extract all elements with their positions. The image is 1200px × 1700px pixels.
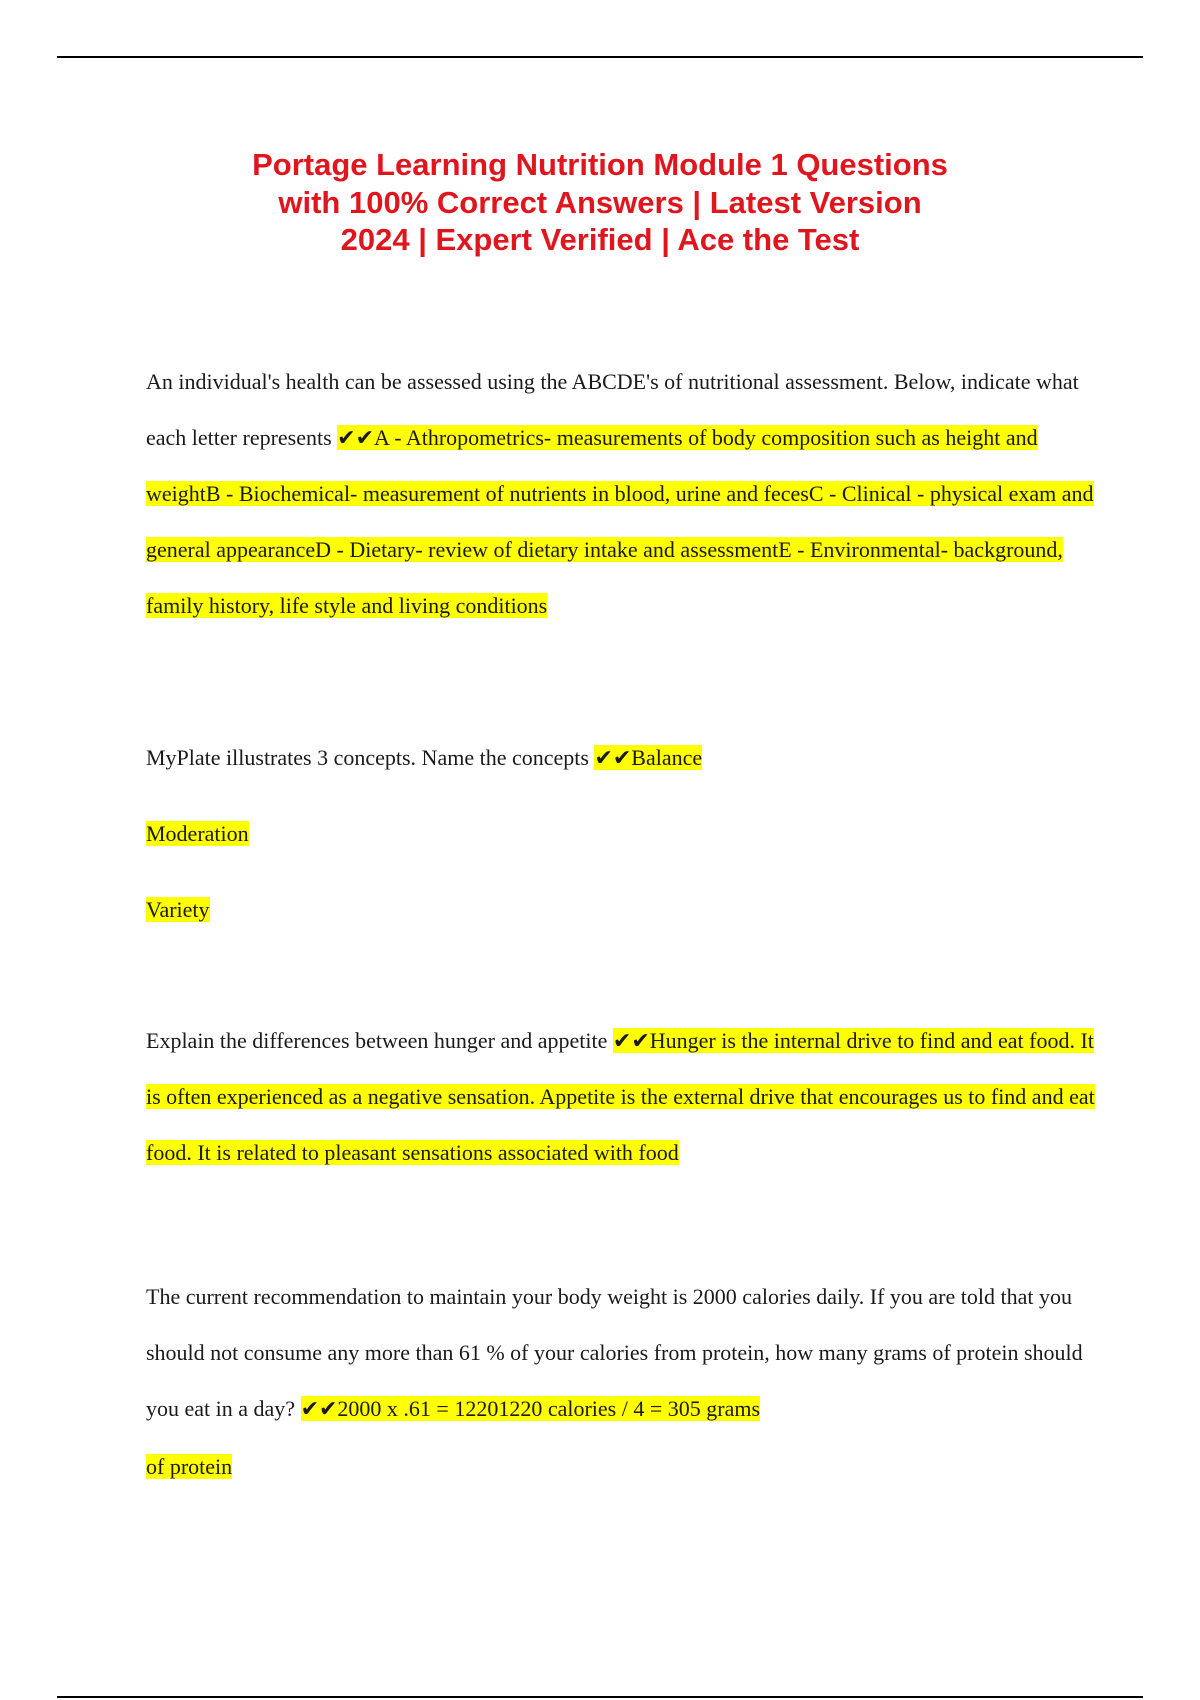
qa-block-abcde bbox=[146, 354, 1098, 634]
answer-highlight: Moderation bbox=[146, 821, 249, 846]
top-rule bbox=[57, 56, 1143, 58]
bottom-rule bbox=[57, 1696, 1143, 1698]
question-text: The current recommendation to maintain your body weight is 2000 calories daily. If you are told that you should not consume any more than 61 % of your calories from protein, how many grams of protein should you eat in a day? bbox=[146, 1284, 1083, 1421]
title-line-3: 2024 | Expert Verified | Ace the Test bbox=[340, 222, 860, 257]
document-title bbox=[150, 146, 1050, 259]
answer-highlight: of protein bbox=[146, 1454, 233, 1479]
title-line-2: with 100% Correct Answers | Latest Version bbox=[278, 184, 922, 220]
qa-block-hunger-appetite bbox=[146, 1013, 1098, 1181]
question-text: An individual's health can be assessed using the ABCDE's of nutritional assessment. Below, indicate what each letter represents bbox=[146, 369, 1079, 450]
question-text: MyPlate illustrates 3 concepts. Name the concepts bbox=[146, 745, 589, 770]
qa-block-myplate bbox=[146, 720, 1098, 948]
answer-line bbox=[146, 1439, 1098, 1495]
answer-highlight: ✔✔2000 x .61 = 12201220 calories / 4 = 305 grams bbox=[300, 1396, 761, 1421]
question-text: Explain the differences between hunger and appetite bbox=[146, 1028, 608, 1053]
title-line-1: Portage Learning Nutrition Module 1 Questions bbox=[252, 147, 948, 182]
answer-line bbox=[146, 872, 1098, 948]
answer-highlight: Variety bbox=[146, 897, 210, 922]
answer-highlight: ✔✔Balance bbox=[594, 745, 703, 770]
answer-line bbox=[146, 796, 1098, 872]
qa-block-protein bbox=[146, 1269, 1098, 1495]
answer-highlight: ✔✔Hunger is the internal drive to find and eat food. It is often experienced as a negative sensation. Appetite is the external drive that encourages us to find and eat food. It is related to pleasant sensations associated with food bbox=[146, 1028, 1095, 1165]
answer-highlight: ✔✔A - Athropometrics- measurements of body composition such as height and weightB - Biochemical- measurement of nutrients in blood, urine and fecesC - Clinical - physical exam and general appearanceD - Dietary- review of dietary intake and assessmentE - Environmental- background, family history, life style and living conditions bbox=[146, 425, 1094, 618]
